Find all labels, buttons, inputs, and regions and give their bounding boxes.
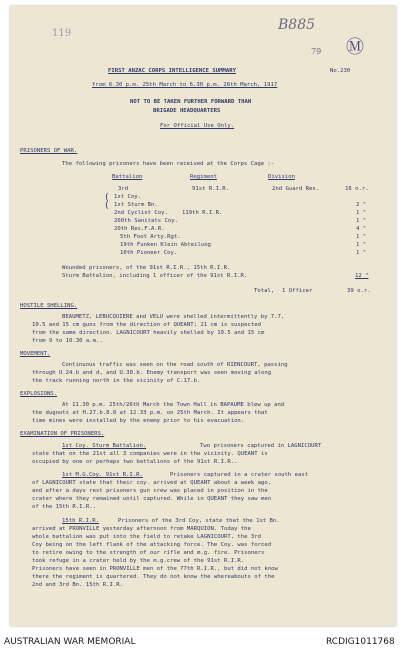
- archive-footer: [0, 632, 407, 653]
- section-heading-prisoners: PRISONERS OF WAR.: [20, 148, 78, 154]
- paragraph-line: time mines were installed by the enemy prior to his evacuation.: [32, 418, 245, 424]
- unit-label: 1st M.G.Coy. 91st R.I.R.: [62, 472, 143, 478]
- wounded-prisoners-line-1: Wounded prisoners, of the 91st R.I.R., 15th R.I.R.: [62, 265, 231, 271]
- row-battalion: 5th Foot Arty.Rgt.: [120, 234, 181, 240]
- paragraph-line: of the 15th R.I.R..: [32, 504, 96, 510]
- row-count: 1 ": [356, 210, 367, 216]
- archive-name: AUSTRALIAN WAR MEMORIAL: [4, 637, 136, 647]
- paragraph-line: Prisoners have seen in PRONVILLE men of the 77th R.I.R., but did not know: [32, 566, 278, 572]
- column-header-division: Division: [268, 174, 295, 180]
- paragraph-line: crater where they remained until captured. While in QUEANT they saw men: [32, 496, 272, 502]
- row-count: 4 ": [356, 226, 367, 232]
- paragraph-line: to retire owing to the strength of our rifle and m.g. fire. Prisoners: [32, 550, 265, 556]
- paragraph-line: Two prisoners captured in LAGNICOURT: [200, 443, 322, 449]
- total-officer: 1 Officer: [282, 288, 313, 294]
- paragraph-line: BEAUMETZ, LEBUCQUIERE and VELU were shelled intermittently by 7.7,: [62, 314, 285, 320]
- section-heading-shelling: HOSTILE SHELLING.: [20, 303, 78, 309]
- wounded-prisoners-line-2: Sturm Battalion, including 1 officer of the 91st R.I.R.: [62, 273, 248, 279]
- paragraph-line: whole battalion was put into the field to retake LAGNICOURT, the 3rd: [32, 534, 262, 540]
- total-count: 39 o.r.: [347, 288, 371, 294]
- paragraph-line: of LAGNICOURT state that their coy. arrived at QUEANT about a week ago,: [32, 480, 272, 486]
- paragraph-line: the track running north in the vicinity of C.17.b.: [32, 378, 201, 384]
- paragraph-line: took refuge in a crater held by the m.g.crew of the 91st R.I.R.: [32, 558, 245, 564]
- row-battalion: 2nd Cyclist Coy.: [114, 210, 168, 216]
- prisoners-intro: The following prisoners have been received at the Corps Cage :-: [62, 161, 275, 167]
- paragraph-line: Coy being on the left flank of the attacking force. The Coy. was forced: [32, 542, 272, 548]
- section-heading-movement: MOVEMENT.: [20, 351, 51, 357]
- document-title: FIRST ANZAC CORPS INTELLIGENCE SUMMARY: [108, 68, 236, 74]
- distribution-warning-2: BRIGADE HEADQUARTERS: [153, 108, 221, 114]
- document-page: [10, 6, 396, 626]
- paragraph-line: Prisoners of the 3rd Coy, state that the 1st Bn.: [118, 518, 280, 524]
- paragraph-line: through U.24.b and d, and U.30.b. Enemy transport was seen moving along: [32, 370, 272, 376]
- paragraph-line: arrived at PRONVILLE yesterday afternoon from MARQUION. Today the: [32, 526, 251, 532]
- row-count: 1 ": [356, 234, 367, 240]
- wounded-count: 12 ": [355, 273, 369, 279]
- section-heading-explosions: EXPLOSIONS.: [20, 391, 58, 397]
- section-heading-examination: EXAMINATION OF PRISONERS.: [20, 431, 105, 437]
- row-battalion: 3rd: [118, 186, 129, 192]
- paragraph-line: Continuous traffic was seen on the road south of RIENCOURT, passing: [62, 362, 288, 368]
- paragraph-line: Prisoners captured in a crater south east: [170, 472, 309, 478]
- row-count: 16 o.r.: [345, 186, 369, 192]
- row-count: 1 ": [356, 242, 367, 248]
- column-header-regiment: Regiment: [190, 174, 217, 180]
- bracket-mark: (: [104, 201, 110, 211]
- bracket-mark: (: [104, 193, 110, 203]
- paragraph-line: from the same direction. LAGNICOURT heavily shelled by 10.5 and 15 cm: [32, 330, 265, 336]
- row-regiment: 119th R.I.R.: [182, 210, 223, 216]
- handwritten-folio-number: 119: [52, 28, 72, 39]
- unit-label: 15th R.I.R.: [62, 518, 100, 524]
- paragraph-line: from 9 to 10.30 a.m..: [32, 338, 103, 344]
- archive-reference: RCDIG1011768: [326, 637, 395, 647]
- paragraph-line: At 11.30 p.m. 25th/26th March the Town Hall in BAPAUME blew up and: [62, 402, 285, 408]
- paragraph-line: occupied by one or perhaps two battalions of the 91st R.I.R..: [32, 459, 238, 465]
- row-battalion: 1st Coy.: [114, 194, 141, 200]
- row-battalion: 20th Res.F.A.R.: [114, 226, 165, 232]
- row-battalion: 1st Sturm Bn.: [114, 202, 158, 208]
- row-count: 2 ": [356, 202, 367, 208]
- paragraph-line: 10.5 and 15 cm guns from the direction of QUEANT; 21 cm is suspected: [32, 322, 262, 328]
- row-division: 2nd Guard Res.: [272, 186, 320, 192]
- unit-label: 1st Coy. Sturm Battalion.: [62, 443, 147, 449]
- handwritten-initials: Ⓜ: [346, 37, 364, 58]
- handwritten-reference-number: B885: [278, 17, 316, 33]
- row-count: 1 ": [356, 250, 367, 256]
- paragraph-line: there the regiment is quartered. They do not know the whereabouts of the: [32, 574, 275, 580]
- row-count: 1 ": [356, 218, 367, 224]
- document-number: No.230: [330, 68, 351, 74]
- row-battalion: 19th Funken Klein Abteilung: [120, 242, 211, 248]
- row-battalion: 260th Sanitats Coy.: [114, 218, 178, 224]
- row-battalion: 10th Pioneer Coy.: [120, 250, 178, 256]
- row-regiment: 91st R.I.R.: [192, 186, 230, 192]
- classification: For Official Use Only.: [160, 123, 235, 129]
- column-header-battalion: Battalion: [112, 174, 143, 180]
- handwritten-sub-number: 79: [311, 47, 322, 56]
- paragraph-line: 2nd and 3rd Bn. 15th R.I.R.: [32, 582, 123, 588]
- paragraph-line: state that on the 21st all 3 companies were in the vicinity. QUEANT is: [32, 451, 268, 457]
- paragraph-line: the dugouts at H.27.b.8.8 at 12.33 p.m. on 25th March. It appears that: [32, 410, 268, 416]
- document-period: from 6.30 p.m. 25th March to 6.30 p.m. 26th March, 1917: [92, 82, 278, 88]
- paragraph-line: and after a days rest prisoners gun crew was placed in position in the: [32, 488, 268, 494]
- total-label: Total,: [254, 288, 275, 294]
- distribution-warning-1: NOT TO BE TAKEN FURTHER FORWARD THAN: [130, 99, 252, 105]
